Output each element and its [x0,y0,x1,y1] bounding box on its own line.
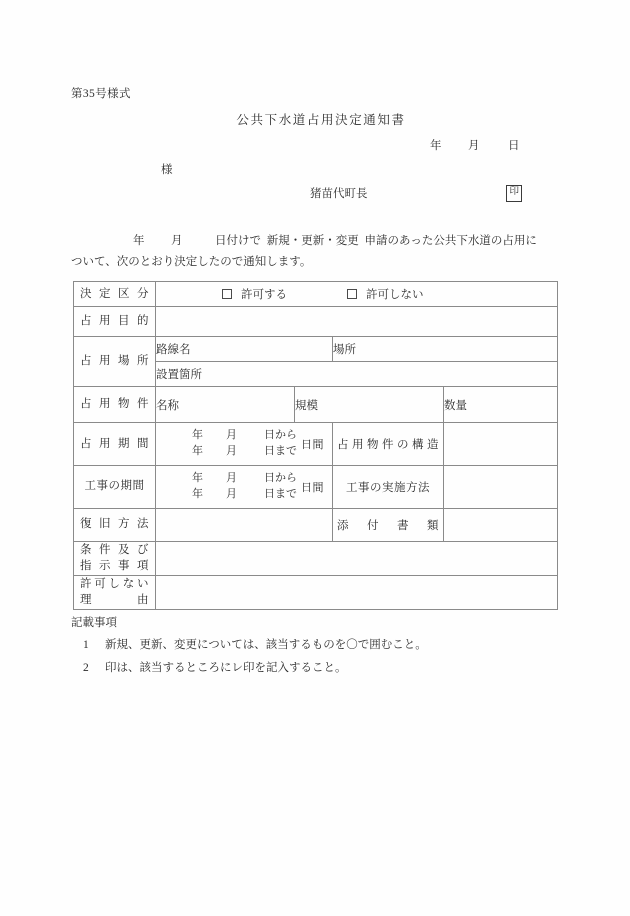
table-row-decision [74,282,558,307]
conditions-label-cell [74,541,156,575]
place-cell[interactable] [333,337,558,362]
object-quantity-label: 数量 [444,399,467,412]
denial-reason-label-line2: 理 由 [80,594,149,607]
conditions-label-line1: 条件及び [80,544,149,557]
object-scale-label: 規模 [295,399,318,412]
document-title: 公共下水道占用決定通知書 [236,113,406,127]
denial-reason-label-cell [74,575,156,609]
intro-application-types: 新規・更新・変更 [266,235,359,247]
table-row-occupancy-period [74,423,558,466]
seal-stamp-icon: 印 [506,185,522,202]
intro-month: 月 [171,235,183,247]
attachments-value-field[interactable] [444,508,558,541]
note-1-text: 新規、更新、変更については、該当するものを〇で囲むこと。 [105,639,427,652]
intro-paragraph [71,231,557,274]
intro-day-with: 日付けで [215,235,261,247]
work-period-label-cell [74,465,156,508]
allow-label: 許可する [241,289,287,301]
occ-from-month: 月 [226,429,237,441]
occ-to-year: 年 [192,444,203,457]
note-item-1 [71,634,427,656]
work-to-month: 月 [226,487,237,500]
place-label: 場所 [333,344,356,356]
decision-label-cell [74,282,156,307]
conditions-label-line2: 指示事項 [80,560,149,573]
decision-value-cell [156,282,558,307]
route-name-label: 路線名 [156,344,191,356]
occupancy-days-unit: 日間 [301,438,324,451]
intro-line1-tail: 申請のあった公共下水道の占用に [364,235,537,247]
install-point-cell[interactable] [156,362,558,387]
table-row-object [74,387,558,423]
purpose-label-cell [74,307,156,337]
notes-section [71,612,427,679]
issuer-row [310,185,522,202]
table-row-conditions [74,541,558,575]
decision-label: 決定区分 [80,287,149,300]
work-method-label-cell [333,465,444,508]
deny-label: 許可しない [366,289,424,301]
location-label: 占用場所 [80,355,149,368]
object-scale-cell[interactable] [295,387,444,423]
issuer-name: 猪苗代町長 [310,188,368,201]
object-name-cell[interactable] [156,387,295,423]
structure-label: 占用物件の構造 [337,438,439,451]
table-row-work-period [74,465,558,508]
decision-notice-table [73,281,558,610]
addressee-line: 様 [161,164,173,176]
object-name-label: 名称 [156,399,179,412]
work-method-label: 工事の実施方法 [346,481,430,494]
work-days-unit: 日間 [301,481,324,494]
form-number: 第35号様式 [71,88,131,100]
table-row-purpose [74,307,558,337]
issue-date-line [430,137,520,153]
intro-line2: ついて、次のとおり決定したので通知します。 [71,256,312,269]
occ-from-year: 年 [192,429,203,441]
object-label-cell [74,387,156,423]
purpose-label: 占用目的 [80,315,149,328]
location-label-cell [74,337,156,387]
occ-from-day: 日から [264,429,297,441]
table-row-restoration [74,508,558,541]
note-2-text: 印は、該当するところにレ印を記入すること。 [105,661,347,674]
purpose-value-field[interactable] [156,307,558,337]
note-item-2 [71,657,427,679]
deny-checkbox-group[interactable] [347,286,424,302]
occupancy-period-dates [156,428,297,460]
allow-checkbox[interactable] [222,289,232,299]
conditions-value-field[interactable] [156,541,558,575]
issue-date-day: 日 [508,140,520,152]
issue-date-year: 年 [430,140,442,152]
denial-reason-value-field[interactable] [156,575,558,609]
allow-checkbox-group[interactable] [222,286,287,302]
work-period-dates [156,471,297,503]
occupancy-period-dates-cell[interactable] [156,423,333,466]
work-to-day: 日まで [264,487,297,500]
work-to-year: 年 [192,487,203,500]
restoration-label: 復旧方法 [80,518,149,531]
object-label: 占用物件 [80,398,149,411]
structure-label-cell [333,423,444,466]
intro-year: 年 [133,235,145,247]
occ-to-month: 月 [226,444,237,457]
notes-heading: 記載事項 [71,617,117,629]
table-row-denial-reason [74,575,558,609]
structure-value-field[interactable] [444,423,558,466]
occ-to-day: 日まで [264,444,297,457]
work-from-day: 日から [264,471,297,484]
occupancy-period-label-cell [74,423,156,466]
work-method-value-field[interactable] [444,465,558,508]
restoration-value-field[interactable] [156,508,333,541]
deny-checkbox[interactable] [347,289,357,299]
table-row-location-route [74,337,558,362]
attachments-label: 添付書類 [337,519,439,532]
object-quantity-cell[interactable] [444,387,558,423]
note-2-number: 2 [83,661,89,674]
restoration-label-cell [74,508,156,541]
route-name-cell[interactable] [156,337,333,362]
work-from-month: 月 [226,471,237,484]
work-from-year: 年 [192,471,203,484]
note-1-number: 1 [83,639,89,652]
occupancy-period-label: 占用期間 [80,437,149,450]
attachments-label-cell [333,508,444,541]
denial-reason-label-line1: 許可しない [80,578,149,591]
work-period-dates-cell[interactable] [156,465,333,508]
install-point-label: 設置箇所 [156,369,202,381]
work-period-label: 工事の期間 [84,480,145,493]
issue-date-month: 月 [468,140,480,152]
